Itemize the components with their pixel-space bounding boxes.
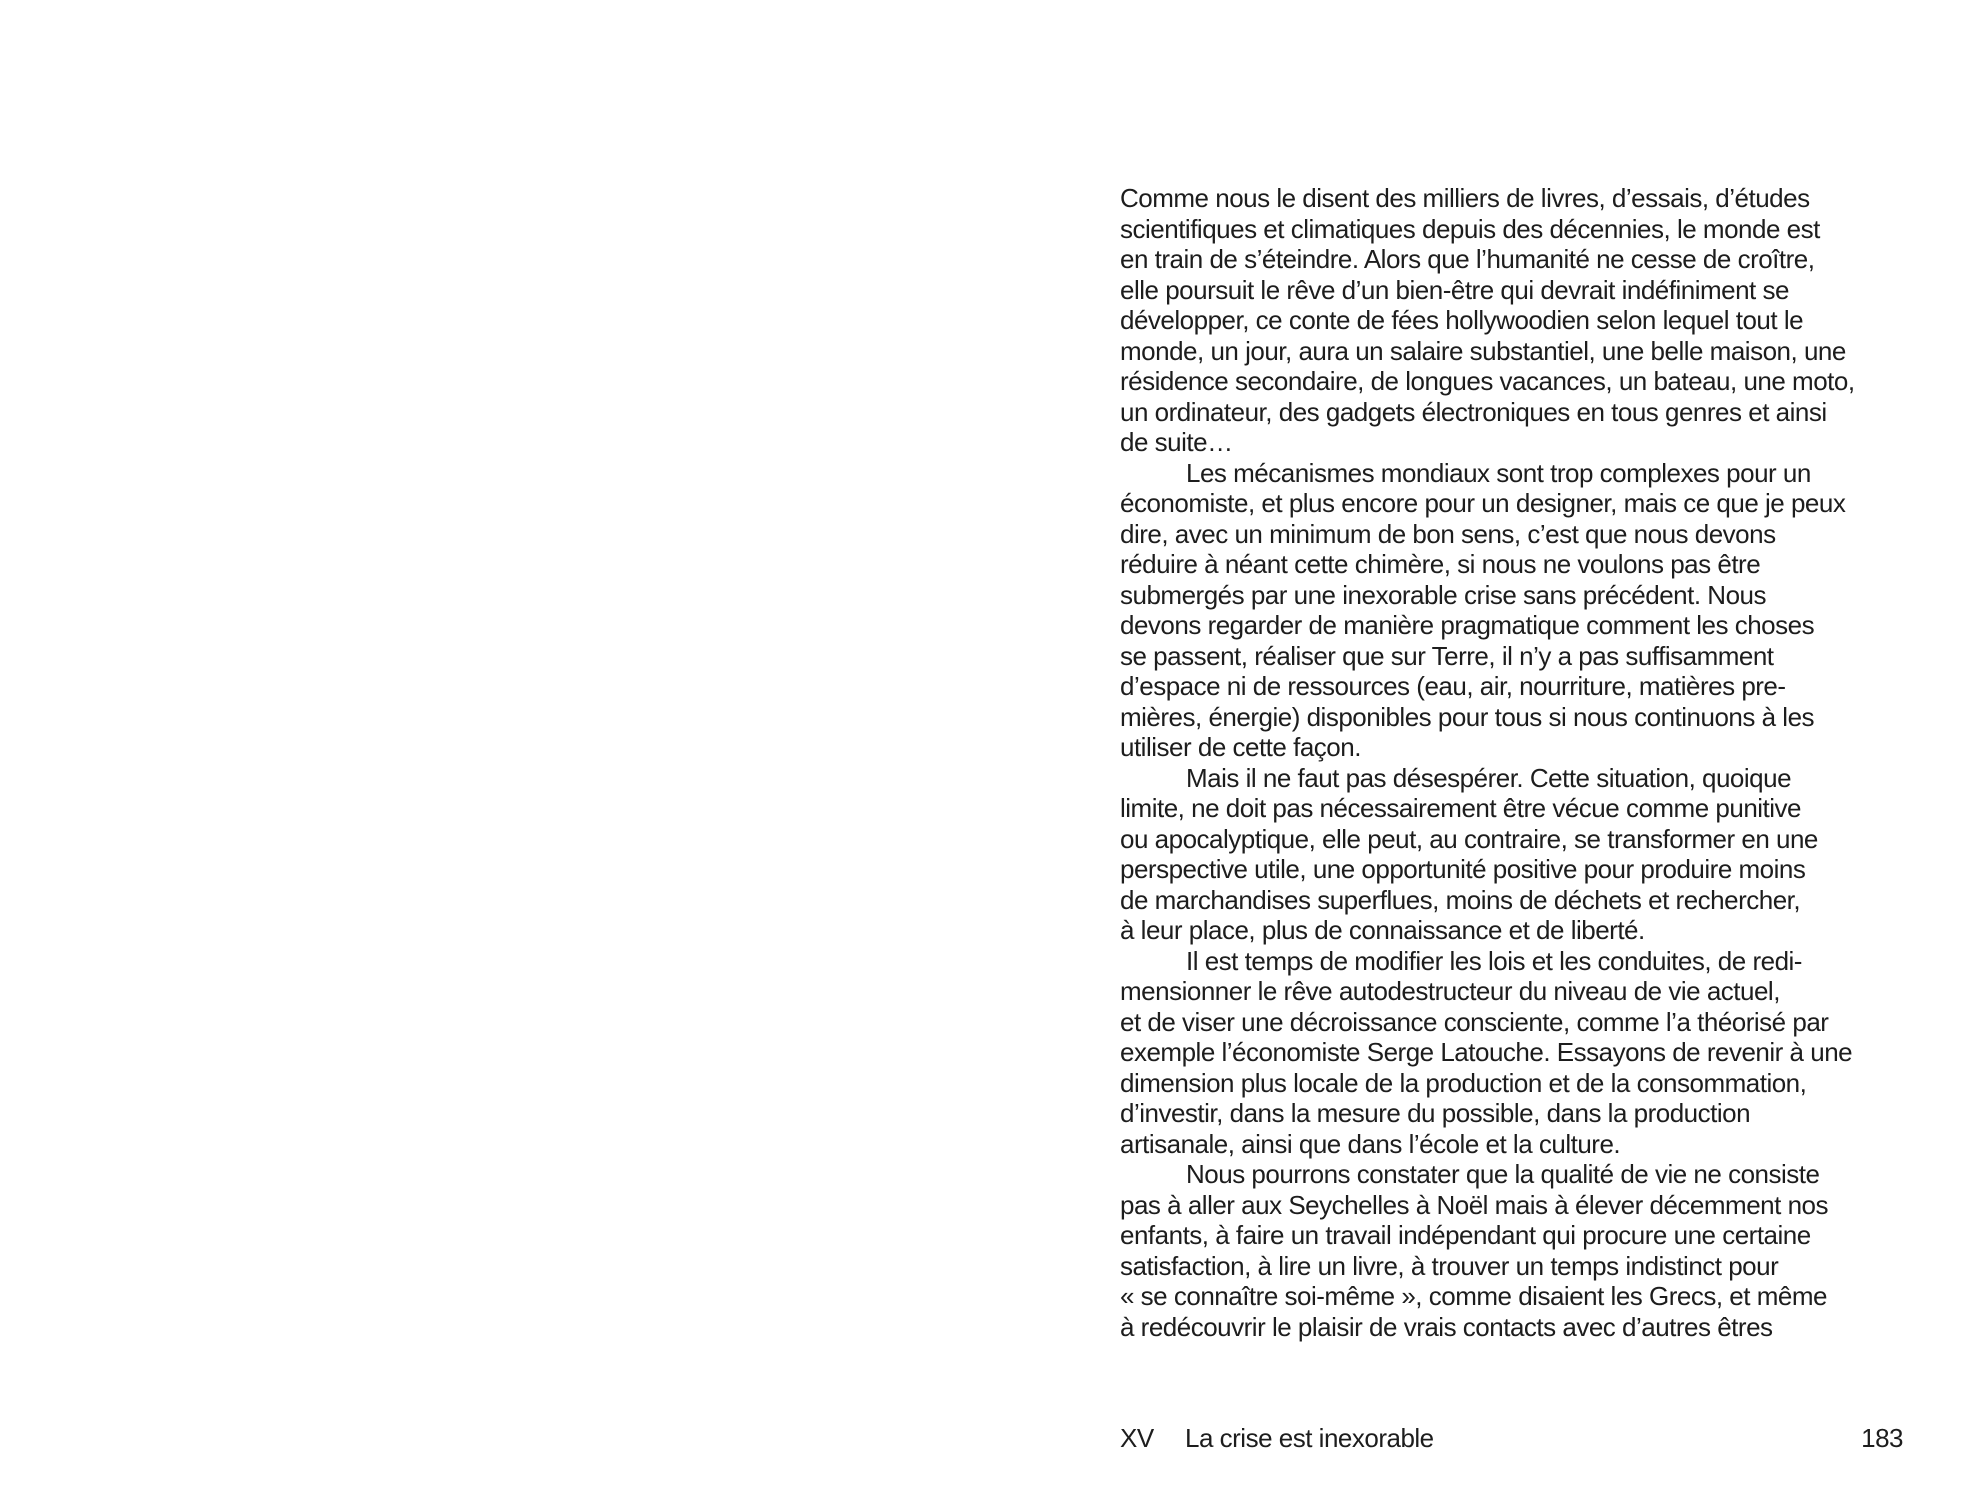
text-line: devons regarder de manière pragmatique comment les choses xyxy=(1120,610,1815,640)
text-line: mières, énergie) disponibles pour tous si nous continuons à les xyxy=(1120,701,1815,732)
chapter-title: La crise est inexorable xyxy=(1185,1423,1434,1453)
text-line: scientifiques et climatiques depuis des décennies, le monde est xyxy=(1120,213,1820,244)
text-line: Les mécanismes mondiaux sont trop complexes pour un xyxy=(1186,457,1811,488)
text-line: d’espace ni de ressources (eau, air, nourriture, matières pre- xyxy=(1120,671,1786,701)
text-line: submergés par une inexorable crise sans précédent. Nous xyxy=(1120,579,1766,610)
text-line: Nous pourrons constater que la qualité de vie ne consiste xyxy=(1186,1159,1820,1189)
text-line: limite, ne doit pas nécessairement être vécue comme punitive xyxy=(1120,793,1802,823)
paragraph xyxy=(1120,183,1920,458)
page-number: 183 xyxy=(1861,1423,1903,1453)
text-line: enfants, à faire un travail indépendant qui procure une certaine xyxy=(1120,1220,1811,1250)
paragraph xyxy=(1120,458,1920,763)
text-line: monde, un jour, aura un salaire substantiel, une belle maison, une xyxy=(1120,335,1846,366)
paragraph xyxy=(1120,1159,1920,1342)
chapter-number: XV xyxy=(1120,1423,1154,1453)
text-line: dire, avec un minimum de bon sens, c’est que nous devons xyxy=(1120,518,1776,549)
text-line: se passent, réaliser que sur Terre, il n’y a pas suffisamment xyxy=(1120,640,1774,671)
text-line: Mais il ne faut pas désespérer. Cette situation, quoique xyxy=(1186,762,1792,793)
text-line: réduire à néant cette chimère, si nous ne voulons pas être xyxy=(1120,549,1761,579)
text-line: à leur place, plus de connaissance et de liberté. xyxy=(1120,915,1645,945)
text-line: à redécouvrir le plaisir de vrais contacts avec d’autres êtres xyxy=(1120,1311,1773,1342)
text-line: et de viser une décroissance consciente, comme l’a théorisé par xyxy=(1120,1006,1829,1037)
text-line: de marchandises superflues, moins de déchets et rechercher, xyxy=(1120,884,1801,915)
text-line: en train de s’éteindre. Alors que l’humanité ne cesse de croître, xyxy=(1120,244,1815,274)
text-line: dimension plus locale de la production et de la consommation, xyxy=(1120,1067,1807,1098)
text-line: Il est temps de modifier les lois et les conduites, de redi- xyxy=(1186,945,1802,976)
text-line: utiliser de cette façon. xyxy=(1120,732,1361,762)
text-line: « se connaître soi-même », comme disaient les Grecs, et même xyxy=(1120,1281,1827,1311)
text-line: elle poursuit le rêve d’un bien-être qui devrait indéfiniment se xyxy=(1120,274,1789,305)
text-line: perspective utile, une opportunité positive pour produire moins xyxy=(1120,854,1806,884)
text-line: ou apocalyptique, elle peut, au contraire, se transformer en une xyxy=(1120,823,1818,854)
text-line: un ordinateur, des gadgets électroniques en tous genres et ainsi xyxy=(1120,396,1827,427)
text-line: d’investir, dans la mesure du possible, dans la production xyxy=(1120,1098,1751,1128)
text-line: pas à aller aux Seychelles à Noël mais à élever décemment nos xyxy=(1120,1189,1828,1220)
page-footer xyxy=(1120,1423,1903,1455)
text-line: mensionner le rêve autodestructeur du niveau de vie actuel, xyxy=(1120,976,1780,1006)
text-line: résidence secondaire, de longues vacances, un bateau, une moto, xyxy=(1120,366,1855,396)
text-block xyxy=(1120,183,1920,1342)
text-line: exemple l’économiste Serge Latouche. Essayons de revenir à une xyxy=(1120,1037,1853,1067)
text-line: artisanale, ainsi que dans l’école et la culture. xyxy=(1120,1128,1621,1159)
text-line: Comme nous le disent des milliers de livres, d’essais, d’études xyxy=(1120,183,1810,213)
text-line: économiste, et plus encore pour un designer, mais ce que je peux xyxy=(1120,488,1846,518)
text-line: développer, ce conte de fées hollywoodien selon lequel tout le xyxy=(1120,305,1804,335)
text-line: de suite… xyxy=(1120,427,1233,457)
paragraph xyxy=(1120,946,1920,1160)
paragraph xyxy=(1120,763,1920,946)
text-line: satisfaction, à lire un livre, à trouver un temps indistinct pour xyxy=(1120,1250,1779,1281)
